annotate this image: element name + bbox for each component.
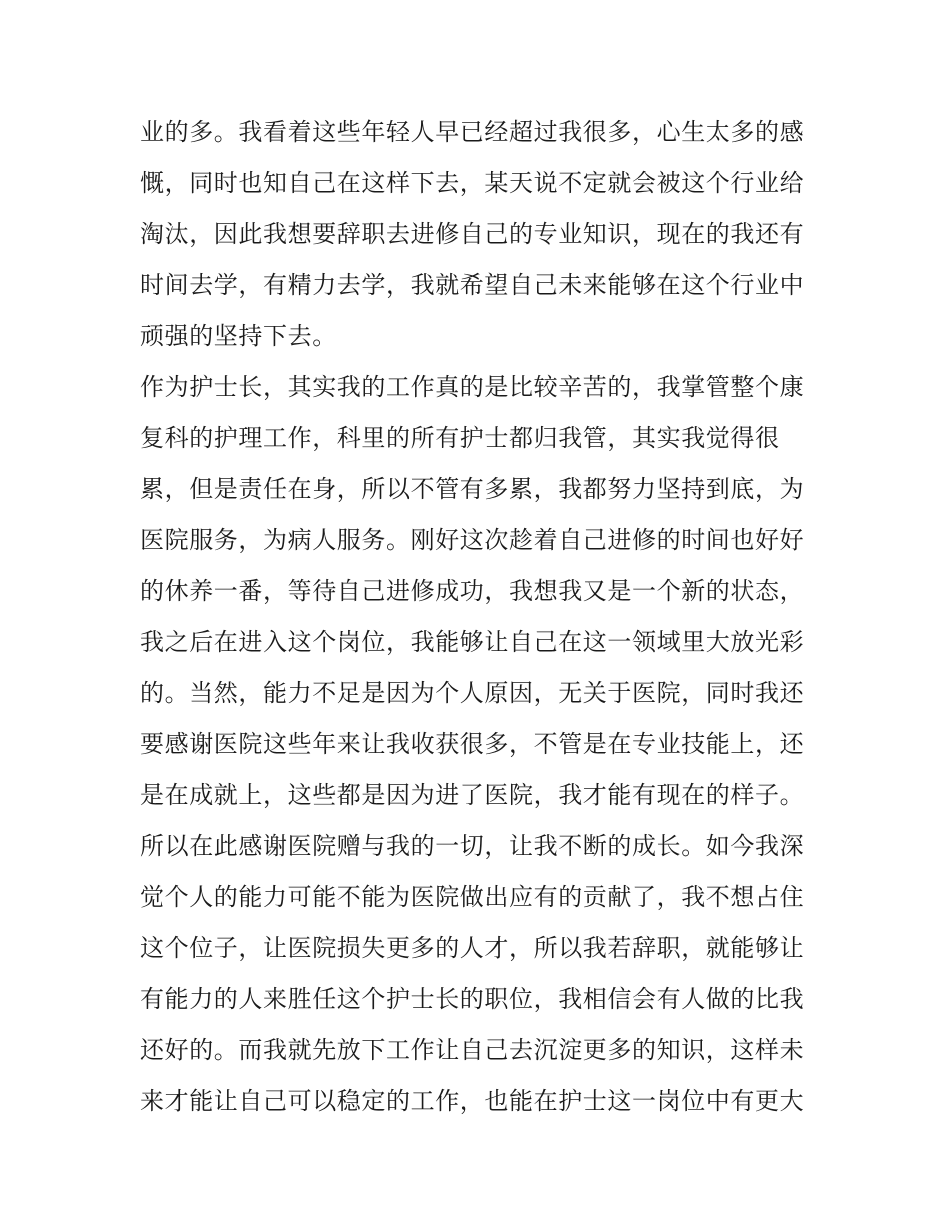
text-line: 医院服务，为病人服务。刚好这次趁着自己进修的时间也好好	[140, 526, 805, 554]
text-line: 淘汰，因此我想要辞职去进修自己的专业知识，现在的我还有	[140, 220, 805, 248]
body-text	[140, 110, 820, 1130]
text-line: 要感谢医院这些年来让我收获很多，不管是在专业技能上，还	[140, 730, 805, 758]
text-line: 累，但是责任在身，所以不管有多累，我都努力坚持到底，为	[140, 475, 805, 503]
text-line: 还好的。而我就先放下工作让自己去沉淀更多的知识，这样未	[140, 1036, 805, 1064]
text-line: 慨，同时也知自己在这样下去，某天说不定就会被这个行业给	[140, 169, 805, 197]
text-line: 的休养一番，等待自己进修成功，我想我又是一个新的状态，	[140, 577, 805, 605]
text-line: 来才能让自己可以稳定的工作，也能在护士这一岗位中有更大	[140, 1087, 805, 1115]
text-line: 的。当然，能力不足是因为个人原因，无关于医院，同时我还	[140, 679, 805, 707]
text-line: 所以在此感谢医院赠与我的一切，让我不断的成长。如今我深	[140, 832, 805, 860]
text-line: 有能力的人来胜任这个护士长的职位，我相信会有人做的比我	[140, 985, 805, 1013]
text-line: 我之后在进入这个岗位，我能够让自己在这一领域里大放光彩	[140, 628, 805, 656]
text-line: 觉个人的能力可能不能为医院做出应有的贡献了，我不想占住	[140, 883, 805, 911]
text-line: 作为护士长，其实我的工作真的是比较辛苦的，我掌管整个康	[140, 373, 805, 401]
text-line: 这个位子，让医院损失更多的人才，所以我若辞职，就能够让	[140, 934, 805, 962]
text-line: 顽强的坚持下去。	[140, 322, 337, 350]
text-line: 复科的护理工作，科里的所有护士都归我管，其实我觉得很	[140, 424, 780, 452]
text-line: 是在成就上，这些都是因为进了医院，我才能有现在的样子。	[140, 781, 805, 809]
text-line: 业的多。我看着这些年轻人早已经超过我很多，心生太多的感	[140, 118, 805, 146]
text-line: 时间去学，有精力去学，我就希望自己未来能够在这个行业中	[140, 271, 805, 299]
